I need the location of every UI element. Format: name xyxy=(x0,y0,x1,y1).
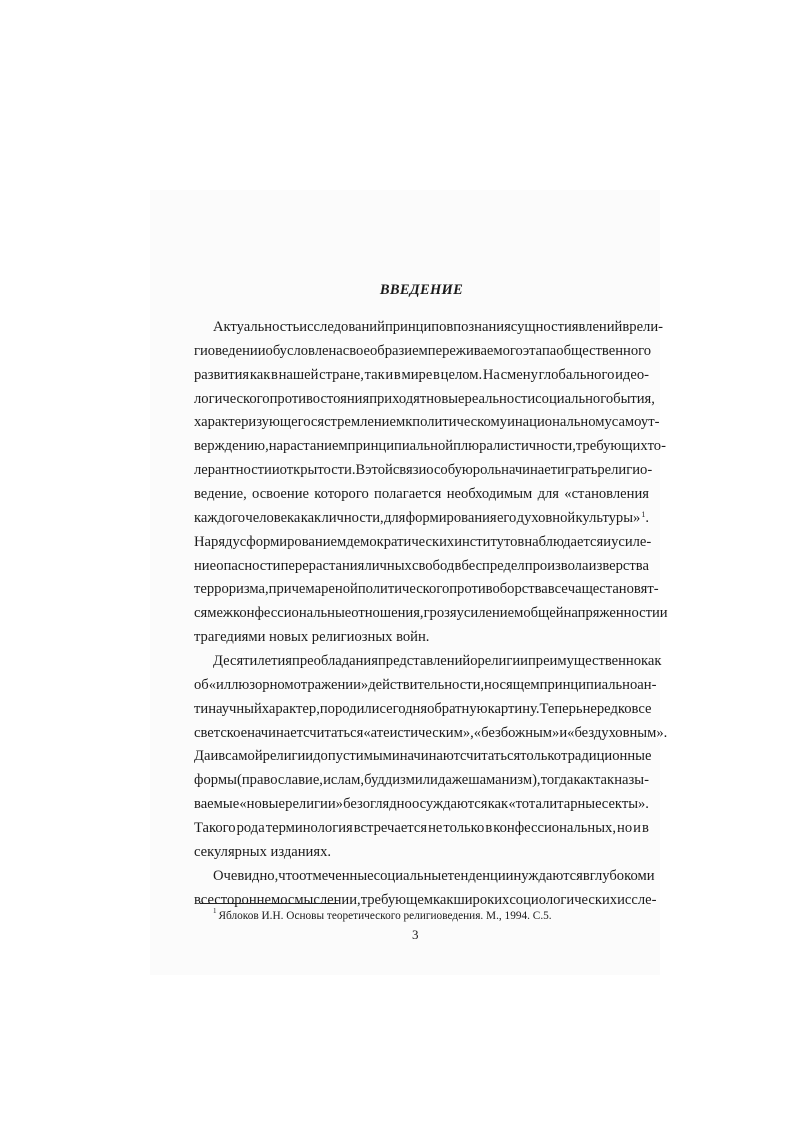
word: шаманизм), xyxy=(468,772,541,789)
word: противостояния xyxy=(269,390,370,407)
word: противоборства xyxy=(449,581,548,598)
word: каждого xyxy=(194,509,246,526)
word: человека xyxy=(245,509,301,526)
word: «безбожным» xyxy=(473,724,560,741)
text-line xyxy=(194,745,652,769)
word: и xyxy=(646,867,655,884)
word: явлений xyxy=(571,319,623,335)
word: как xyxy=(641,653,662,670)
word: к xyxy=(405,414,413,431)
word: тинаучный xyxy=(194,700,262,717)
word: связи xyxy=(392,462,427,479)
text-line xyxy=(194,364,649,388)
word: общей xyxy=(523,605,564,622)
footnote-text: Яблоков И.Н. Основы теоретического религиоведения. М., 1994. С.5. xyxy=(218,909,552,922)
word: широких xyxy=(453,891,510,908)
word: «иллюзорном xyxy=(208,676,294,693)
word: усилением xyxy=(456,605,524,622)
word: начинают xyxy=(399,748,460,765)
word: только xyxy=(443,820,485,837)
word: действительности, xyxy=(368,676,485,693)
word: принципов xyxy=(384,319,454,335)
word: необходимым xyxy=(446,486,533,503)
word: требующем xyxy=(360,891,434,908)
word: особую xyxy=(426,462,473,479)
word: религии» xyxy=(285,796,343,813)
word: верждению, xyxy=(194,438,269,455)
word: назы- xyxy=(614,772,649,789)
text-line xyxy=(194,483,649,507)
word: которого xyxy=(314,486,369,503)
word: осмыслении, xyxy=(280,891,361,908)
word: становят- xyxy=(599,581,659,598)
word: его xyxy=(496,509,517,526)
word: этой xyxy=(365,462,393,479)
word: секты». xyxy=(601,796,649,813)
word: Очевидно, xyxy=(213,867,279,884)
word: политическому xyxy=(412,414,508,431)
word: тогда xyxy=(540,772,574,789)
word: требующих xyxy=(575,438,648,455)
word: перерастания xyxy=(280,557,365,574)
word: усиле- xyxy=(611,533,652,550)
word: традиционные xyxy=(561,748,652,765)
word: отношения, xyxy=(351,605,424,622)
text-line xyxy=(194,722,668,746)
word: нередко xyxy=(582,700,632,717)
word: личных xyxy=(364,557,412,574)
word: формированием xyxy=(246,533,347,550)
word: нуждаются xyxy=(513,867,583,884)
word: логического xyxy=(194,390,270,407)
text-line xyxy=(194,531,652,555)
word: «тоталитарные xyxy=(508,796,602,813)
word: институтов xyxy=(454,533,525,550)
word: «бездуховным». xyxy=(567,724,668,741)
word: идео- xyxy=(615,366,649,383)
word: все xyxy=(631,700,652,717)
word: беспредел xyxy=(461,557,525,574)
word: и xyxy=(507,414,515,431)
word: иссле- xyxy=(617,891,657,908)
word: демократических xyxy=(346,533,455,550)
word: как xyxy=(433,891,454,908)
word: характер, xyxy=(261,700,320,717)
word: для xyxy=(537,486,559,503)
word: (православие, xyxy=(236,772,323,789)
text-line xyxy=(194,793,649,817)
word: нарастанием xyxy=(268,438,348,455)
word: в xyxy=(582,867,590,884)
word: в xyxy=(485,820,493,837)
text-line xyxy=(194,578,659,602)
word: в xyxy=(393,366,401,383)
footnote-end-punctuation: . xyxy=(645,509,649,526)
word: терроризма, xyxy=(194,581,269,598)
word: зверства xyxy=(596,557,649,574)
word: самой xyxy=(225,748,263,765)
word: социального xyxy=(535,390,614,407)
word: мире xyxy=(401,366,433,383)
word: произвола xyxy=(524,557,589,574)
word: принципиально xyxy=(539,676,638,693)
word: безоглядно xyxy=(343,796,412,813)
word: все xyxy=(547,581,568,598)
text-line: секулярных изданиях. xyxy=(194,843,332,860)
text-line xyxy=(194,340,652,364)
word: опасности xyxy=(216,557,281,574)
word: отражении» xyxy=(293,676,369,693)
word: лерантности xyxy=(194,462,272,479)
word: освоение xyxy=(252,486,310,503)
word: об xyxy=(194,676,209,693)
word: культуры» xyxy=(575,509,641,526)
word: обратную xyxy=(427,700,488,717)
word: светское xyxy=(194,724,248,741)
word: картину. xyxy=(487,700,540,717)
word: духовной xyxy=(516,509,576,526)
word: плюралистичности, xyxy=(453,438,576,455)
word: личности, xyxy=(321,509,384,526)
word: как xyxy=(300,509,322,526)
word: даже xyxy=(437,772,469,789)
word: наблюдается xyxy=(524,533,604,550)
word: исследований xyxy=(299,319,385,335)
text-line xyxy=(194,650,662,674)
word: и xyxy=(385,366,394,383)
word: породили xyxy=(319,700,380,717)
word: приходят xyxy=(369,390,427,407)
word: начинает xyxy=(247,724,304,741)
word: социальные xyxy=(373,867,448,884)
word: отмеченные xyxy=(299,867,374,884)
text-line xyxy=(194,698,652,722)
word: как xyxy=(573,772,594,789)
word: межконфессиональные xyxy=(207,605,352,622)
word: В xyxy=(355,462,366,479)
word: социологических xyxy=(509,891,618,908)
footnote-reference xyxy=(641,507,649,531)
word: ся xyxy=(194,605,208,622)
word: начинает xyxy=(501,462,558,479)
word: открытости. xyxy=(279,462,356,479)
text-line xyxy=(194,435,666,459)
word: рода xyxy=(236,820,265,837)
text-line xyxy=(194,316,664,340)
word: Теперь xyxy=(539,700,583,717)
word: Наряду xyxy=(194,533,240,550)
footnote-marker: 1 xyxy=(641,509,646,519)
word: преимущественно xyxy=(527,653,642,670)
word: глобального xyxy=(538,366,615,383)
word: Такого xyxy=(194,820,236,837)
page-number: 3 xyxy=(412,927,419,942)
word: гиоведении xyxy=(194,342,266,359)
word: общественного xyxy=(556,342,652,359)
word: для xyxy=(383,509,406,526)
word: ваемые xyxy=(194,796,240,813)
paragraph-2 xyxy=(194,650,668,865)
word: ислам, xyxy=(323,772,364,789)
word: буддизм xyxy=(364,772,415,789)
word: и xyxy=(271,462,280,479)
word: политического xyxy=(357,581,450,598)
word: всестороннем xyxy=(194,891,281,908)
word: новые xyxy=(426,390,465,407)
word: стремлением xyxy=(324,414,406,431)
word: формы xyxy=(194,772,237,789)
word: религио- xyxy=(597,462,653,479)
word: своеобразием xyxy=(342,342,428,359)
footnote-number: 1 xyxy=(213,907,217,915)
word: глубоком xyxy=(589,867,647,884)
word: и xyxy=(559,724,568,741)
word: Десятилетия xyxy=(213,653,293,670)
word: ние xyxy=(194,557,217,574)
word: обусловлена xyxy=(265,342,343,359)
word: и xyxy=(659,605,668,622)
word: только xyxy=(520,748,562,765)
word: так xyxy=(364,366,385,383)
word: религии xyxy=(262,748,314,765)
page-title: ВВЕДЕНИЕ xyxy=(379,282,464,298)
paragraph-3 xyxy=(194,865,657,913)
text-line-with-footnote xyxy=(194,507,649,531)
word: в xyxy=(642,820,649,837)
word: развития xyxy=(194,366,250,383)
word: и xyxy=(633,820,641,837)
word: терминология xyxy=(265,820,353,837)
word: полагается xyxy=(374,486,442,503)
word: то- xyxy=(647,438,666,455)
word: встречается xyxy=(353,820,428,837)
word: считаться xyxy=(303,724,364,741)
word: Да xyxy=(194,748,211,765)
word: «новые xyxy=(239,796,285,813)
word: «становления xyxy=(564,486,649,503)
word: На xyxy=(482,366,500,383)
word: чаще xyxy=(567,581,600,598)
word: грозя xyxy=(423,605,457,622)
word: что xyxy=(278,867,300,884)
text-line xyxy=(194,602,668,626)
word: самоут- xyxy=(611,414,660,431)
word: смену xyxy=(500,366,538,383)
word: реальности xyxy=(464,390,536,407)
word: в xyxy=(433,366,440,383)
word: представлений xyxy=(377,653,471,670)
text-line xyxy=(194,411,660,435)
text-line-body xyxy=(194,507,640,531)
word: переживаемого xyxy=(427,342,523,359)
word: сущности xyxy=(510,319,572,335)
text-line xyxy=(194,388,655,412)
word: целом. xyxy=(440,366,483,383)
word: бытия, xyxy=(613,390,655,407)
word: свобод xyxy=(411,557,455,574)
word: и xyxy=(210,748,219,765)
word: принципиальной xyxy=(347,438,454,455)
word: рели- xyxy=(629,319,664,335)
word: как xyxy=(249,366,271,383)
word: в xyxy=(270,366,278,383)
word: но xyxy=(617,820,633,837)
word: и xyxy=(603,533,612,550)
footnote-separator xyxy=(200,903,338,904)
word: стране, xyxy=(319,366,364,383)
document-body xyxy=(194,280,668,912)
word: носящем xyxy=(484,676,540,693)
word: тенденции xyxy=(447,867,514,884)
text-line xyxy=(194,769,649,793)
text-line xyxy=(194,865,655,889)
word: ан- xyxy=(637,676,657,693)
word: играть xyxy=(557,462,598,479)
word: не xyxy=(428,820,443,837)
word: характеризующегося xyxy=(194,414,325,431)
word: этапа xyxy=(522,342,557,359)
word: в xyxy=(218,748,226,765)
word: познания xyxy=(453,319,511,335)
paragraph-1 xyxy=(194,316,668,650)
word: считаться xyxy=(459,748,521,765)
word: национальному xyxy=(514,414,612,431)
word: о xyxy=(470,653,478,670)
word: роль xyxy=(472,462,502,479)
word: или xyxy=(414,772,438,789)
word: формирования xyxy=(405,509,497,526)
word: нашей xyxy=(278,366,319,383)
word: причем xyxy=(268,581,315,598)
word: допустимыми xyxy=(313,748,400,765)
word: как xyxy=(487,796,509,813)
word: ареной xyxy=(314,581,358,598)
text-line: трагедиями новых религиозных войн. xyxy=(194,629,430,646)
text-line xyxy=(194,817,649,841)
word: Актуальность xyxy=(213,319,300,335)
word: религии xyxy=(477,653,528,670)
word: в xyxy=(454,557,462,574)
footnote xyxy=(213,908,552,922)
text-line xyxy=(194,555,649,579)
word: осуждаются xyxy=(411,796,488,813)
word: так xyxy=(594,772,615,789)
word: и xyxy=(588,557,597,574)
word: сегодня xyxy=(379,700,428,717)
word: конфессиональных, xyxy=(493,820,616,837)
word: с xyxy=(239,533,247,550)
word: напряженности xyxy=(563,605,660,622)
word: преобладания xyxy=(292,653,378,670)
word: ведение, xyxy=(194,486,247,503)
text-line xyxy=(194,459,653,483)
text-line xyxy=(194,674,657,698)
word: «атеистическим», xyxy=(363,724,474,741)
word: в xyxy=(622,319,630,335)
